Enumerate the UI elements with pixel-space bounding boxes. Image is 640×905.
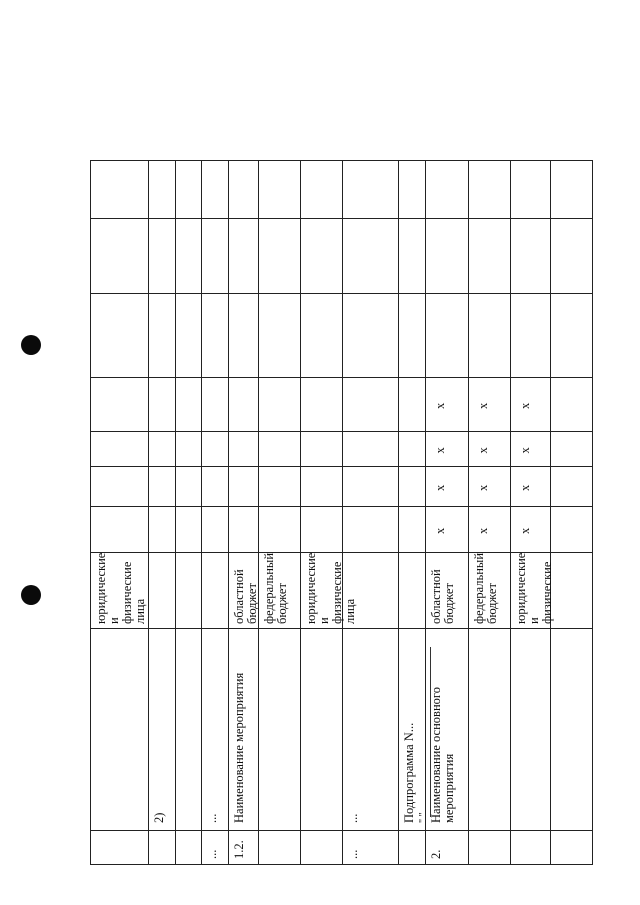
row-name-placeholder: " " bbox=[418, 812, 429, 823]
table-row-border bbox=[592, 160, 593, 865]
table-column-border bbox=[90, 160, 593, 161]
table-column-border bbox=[90, 628, 593, 629]
not-applicable-mark: x bbox=[433, 402, 447, 409]
table-column-border bbox=[90, 506, 593, 507]
not-applicable-mark: x bbox=[433, 484, 447, 491]
table-column-border bbox=[90, 218, 593, 219]
row-name: 2) bbox=[152, 812, 166, 823]
funding-source: федеральный бюджет bbox=[262, 552, 289, 624]
funding-source: юридические и физические лица bbox=[94, 552, 147, 624]
table-row-border bbox=[300, 160, 301, 865]
funding-source: юридические и физические bbox=[514, 552, 554, 624]
table-column-border bbox=[90, 431, 593, 432]
not-applicable-mark: x bbox=[476, 484, 490, 491]
table-column-border bbox=[90, 377, 593, 378]
table-row-border bbox=[90, 160, 91, 865]
not-applicable-mark: x bbox=[476, 447, 490, 454]
row-number: 2. bbox=[429, 849, 443, 859]
table-column-border bbox=[90, 293, 593, 294]
row-name: Подпрограмма N... bbox=[402, 722, 416, 823]
funding-source: федеральный бюджет bbox=[472, 552, 499, 624]
funding-source: юридические и физические лица bbox=[304, 552, 357, 624]
table-row-border bbox=[175, 160, 176, 865]
not-applicable-mark: x bbox=[518, 484, 532, 491]
not-applicable-mark: x bbox=[518, 447, 532, 454]
row-name: ... bbox=[205, 813, 219, 823]
table-column-border bbox=[90, 830, 593, 831]
row-number: ... bbox=[205, 849, 219, 859]
table-row-border bbox=[201, 160, 202, 865]
not-applicable-mark: x bbox=[476, 402, 490, 409]
table-column-border bbox=[90, 864, 593, 865]
table-row-border bbox=[258, 160, 259, 865]
not-applicable-mark: x bbox=[518, 527, 532, 534]
funding-source: областной бюджет bbox=[232, 569, 259, 624]
table-row-border bbox=[468, 160, 469, 865]
row-number: 1.2. bbox=[232, 840, 246, 859]
row-number: ... bbox=[346, 849, 360, 859]
table-column-border bbox=[90, 466, 593, 467]
table-row-border bbox=[342, 160, 343, 865]
punch-hole-top bbox=[21, 335, 41, 355]
punch-hole-bottom bbox=[21, 585, 41, 605]
not-applicable-mark: x bbox=[518, 402, 532, 409]
funding-source: областной бюджет bbox=[429, 569, 456, 624]
table-row-border bbox=[148, 160, 149, 865]
row-name: ... bbox=[346, 813, 360, 823]
row-name: Наименование мероприятия bbox=[232, 672, 246, 823]
table-row-border bbox=[228, 160, 229, 865]
not-applicable-mark: x bbox=[433, 447, 447, 454]
table-row-border bbox=[398, 160, 399, 865]
row-name: Наименование основного мероприятия bbox=[429, 687, 456, 823]
rotated-budget-table bbox=[90, 160, 593, 865]
table-row-border bbox=[550, 160, 551, 865]
not-applicable-mark: x bbox=[433, 527, 447, 534]
not-applicable-mark: x bbox=[476, 527, 490, 534]
table-row-border bbox=[510, 160, 511, 865]
